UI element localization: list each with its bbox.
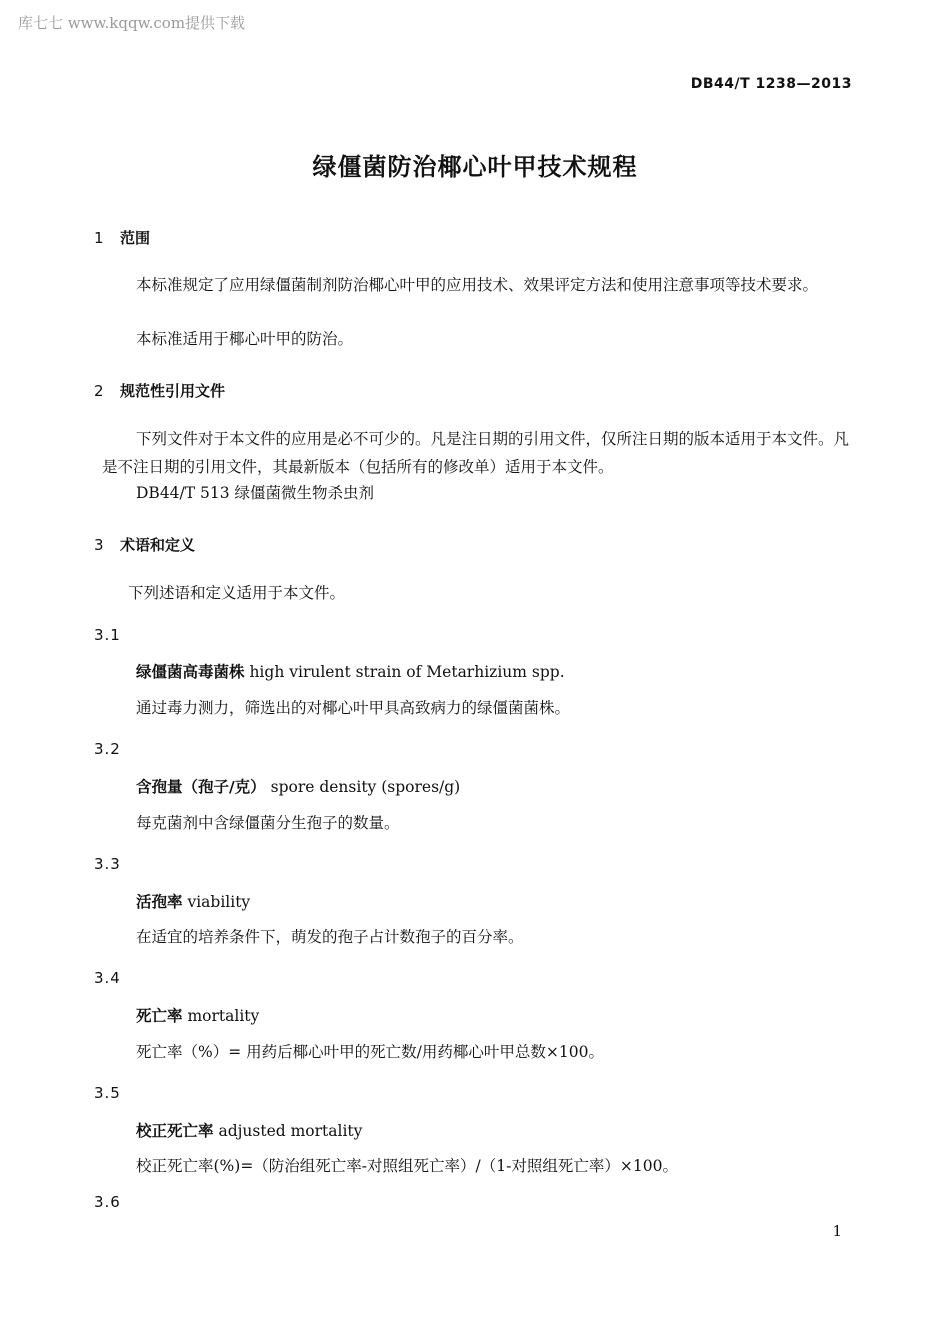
section-number: 1 — [94, 229, 104, 247]
scope-paragraph: 本标准规定了应用绿僵菌制剂防治椰心叶甲的应用技术、效果评定方法和使用注意事项等技术要求。 — [136, 276, 819, 294]
term-chinese: 含孢量（孢子/克） — [136, 778, 266, 796]
term-number: 3.2 — [94, 740, 121, 758]
term-chinese: 校正死亡率 — [136, 1122, 214, 1140]
section-number: 2 — [94, 382, 104, 400]
term-number: 3.1 — [94, 626, 121, 644]
term-chinese: 死亡率 — [136, 1007, 183, 1025]
term-number: 3.4 — [94, 969, 121, 987]
term-chinese: 活孢率 — [136, 893, 183, 911]
term-english: spore density (spores/g) — [270, 778, 461, 796]
watermark: 库七七 www.kqqw.com提供下载 — [18, 14, 246, 32]
term-definition: 每克菌剂中含绿僵菌分生孢子的数量。 — [136, 814, 400, 832]
term-english: mortality — [187, 1007, 260, 1025]
section-title: 规范性引用文件 — [120, 382, 226, 400]
term-heading — [136, 660, 565, 682]
term-number: 3.6 — [94, 1193, 121, 1211]
section-heading-normative-references — [94, 380, 225, 401]
term-english: viability — [187, 893, 251, 911]
term-number: 3.5 — [94, 1084, 121, 1102]
reference-item: DB44/T 513 绿僵菌微生物杀虫剂 — [136, 484, 375, 502]
section-title: 范围 — [120, 229, 151, 247]
term-heading — [136, 890, 250, 912]
section-number: 3 — [94, 536, 104, 554]
term-heading — [136, 775, 460, 797]
adjusted-mortality-formula: 校正死亡率(%)=（防治组死亡率-对照组死亡率）/（1-对照组死亡率）×100。 — [136, 1157, 678, 1175]
term-chinese: 绿僵菌高毒菌株 — [136, 663, 245, 681]
term-heading — [136, 1004, 259, 1026]
page-number: 1 — [832, 1222, 842, 1240]
section-heading-scope — [94, 227, 150, 248]
references-paragraph: 下列文件对于本文件的应用是必不可少的。凡是注日期的引用文件，仅所注日期的版本适用于本文件。凡是不注日期的引用文件，其最新版本（包括所有的修改单）适用于本文件。 — [102, 430, 850, 476]
terms-intro: 下列述语和定义适用于本文件。 — [128, 584, 346, 602]
term-heading — [136, 1119, 362, 1141]
term-english: high virulent strain of Metarhizium spp. — [249, 663, 565, 681]
document-title: 绿僵菌防治椰心叶甲技术规程 — [312, 153, 638, 181]
section-heading-terms — [94, 534, 195, 555]
term-definition: 通过毒力测力，筛选出的对椰心叶甲具高致病力的绿僵菌菌株。 — [136, 699, 571, 717]
document-number: DB44/T 1238—2013 — [690, 76, 852, 92]
term-number: 3.3 — [94, 855, 121, 873]
section-title: 术语和定义 — [120, 536, 196, 554]
term-definition: 在适宜的培养条件下，萌发的孢子占计数孢子的百分率。 — [136, 928, 524, 946]
mortality-formula: 死亡率（%）= 用药后椰心叶甲的死亡数/用药椰心叶甲总数×100。 — [136, 1043, 604, 1061]
term-english: adjusted mortality — [218, 1122, 363, 1140]
scope-applicability: 本标准适用于椰心叶甲的防治。 — [136, 330, 354, 348]
